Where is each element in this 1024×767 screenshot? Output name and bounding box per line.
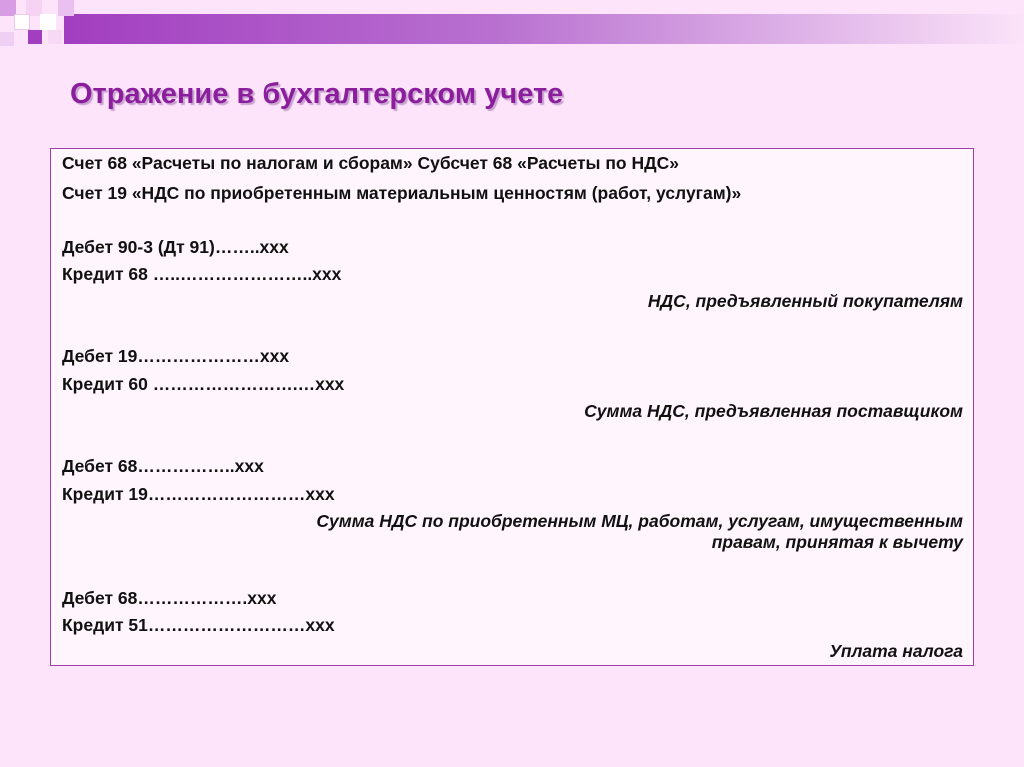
entry-note: Сумма НДС по приобретенным МЦ, работам, услугам, имущественным	[316, 511, 963, 531]
entry-note: Сумма НДС, предъявленная поставщиком	[584, 401, 963, 421]
decor-square	[0, 32, 14, 46]
credit-line: Кредит 51………………………xxx	[62, 615, 335, 635]
header-gradient-bar	[64, 14, 1024, 44]
credit-line: Кредит 19………………………xxx	[62, 484, 335, 504]
decor-square	[14, 14, 30, 30]
intro-line: Счет 19 «НДС по приобретенным материальным ценностям (работ, услугам)»	[62, 183, 742, 203]
decor-square	[28, 30, 42, 44]
credit-line: Кредит 68 …..…………………..xxx	[62, 264, 342, 284]
debit-line: Дебет 19…………………xxx	[62, 346, 290, 366]
decor-square	[40, 14, 56, 30]
entry-note: НДС, предъявленный покупателям	[647, 291, 963, 311]
entry-note: Уплата налога	[829, 641, 963, 661]
slide-title: Отражение в бухгалтерском учете	[70, 78, 564, 110]
content-box	[50, 148, 974, 666]
decor-square	[48, 30, 62, 44]
credit-line: Кредит 60 …………………….…xxx	[62, 374, 345, 394]
debit-line: Дебет 68……………….xxx	[62, 588, 277, 608]
decor-square	[58, 0, 74, 16]
intro-line: Счет 68 «Расчеты по налогам и сборам» Субсчет 68 «Расчеты по НДС»	[62, 153, 679, 173]
debit-line: Дебет 68……………..xxx	[62, 456, 264, 476]
debit-line: Дебет 90-3 (Дт 91)……..xxx	[62, 237, 289, 257]
entry-note: правам, принятая к вычету	[711, 532, 963, 552]
